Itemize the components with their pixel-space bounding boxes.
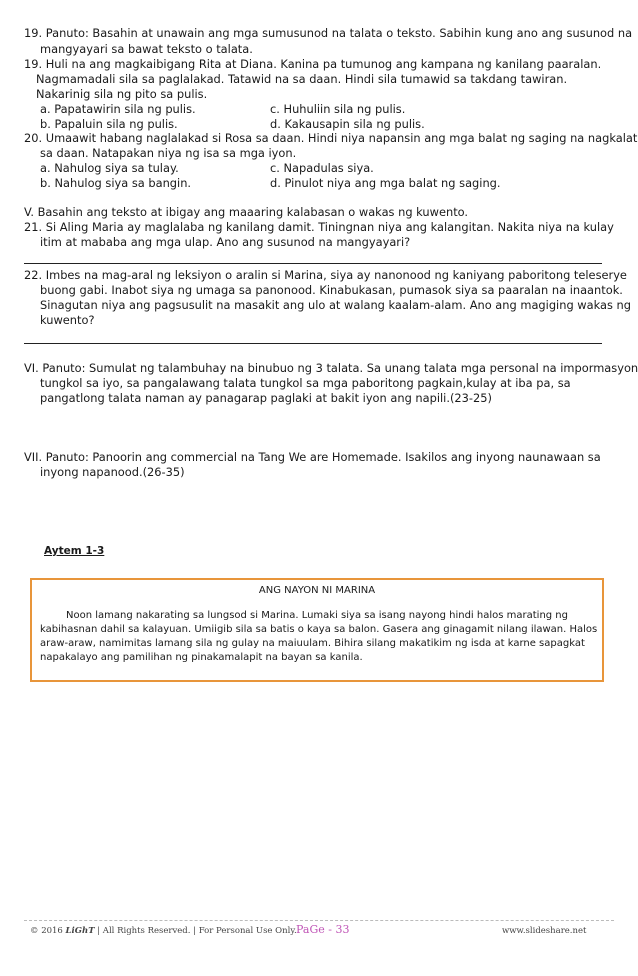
story-line3: araw-araw, namimitas lamang sila ng gulay na maiuulam. Bihira silang makatikim ng isda at karne sapagkat [40,638,585,649]
q20-text-line2: sa daan. Natapakan niya ng isa sa mga iyon. [40,146,297,160]
footer-copyright [30,926,297,936]
site-link[interactable]: www.slideshare.net [502,926,587,936]
q19-text-line2: Nagmamadali sila sa paglalakad. Tatawid na sa daan. Hindi sila tumawid sa takdang tawiran. [36,72,568,86]
footer-divider [24,920,614,921]
aytem-heading: Aytem 1-3 [44,545,105,557]
story-title: ANG NAYON NI MARINA [258,585,376,596]
q20-option-c: c. Napadulas siya. [270,161,374,175]
page-number: PaGe - 33 [296,923,350,936]
q22-answer-line [24,343,602,344]
q19-instruction-line1: 19. Panuto: Basahin at unawain ang mga sumusunod na talata o teksto. Sabihin kung ano ang susunod na [24,26,633,40]
q22-text-line3: Sinagutan niya ang pagsusulit na masakit ang ulo at walang kaalam-alam. Ano ang magiging wakas ng [40,298,631,312]
section6-line2: tungkol sa iyo, sa pangalawang talata tungkol sa mga paboritong pagkain,kulay at iba pa, sa [40,376,571,390]
story-line4: napakalayo ang pamilihan ng pinakamalapit na bayan sa kanila. [40,652,363,663]
brand-name: LiGhT [65,926,95,936]
section6-line3: pangatlong talata naman ay panagarap paglaki at bakit iyon ang napili.(23-25) [40,391,492,405]
q19-option-b: b. Papaluin sila ng pulis. [40,117,178,131]
section7-line1: VII. Panuto: Panoorin ang commercial na Tang We are Homemade. Isakilos ang inyong naunawaan sa [24,450,601,464]
q21-answer-line [24,263,602,264]
q22-text-line2: buong gabi. Inabot siya ng umaga sa panonood. Kinabukasan, pumasok siya sa paaralan na inaantok. [40,283,623,297]
q22-text-line4: kuwento? [40,313,95,327]
q19-option-c: c. Huhuliin sila ng pulis. [270,102,406,116]
q19-instruction-line2: mangyayari sa bawat teksto o talata. [40,42,253,56]
q21-text-line2: itim at mababa ang mga ulap. Ano ang susunod na mangyayari? [40,235,411,249]
copyright-prefix: © 2016 [30,926,63,936]
rights-text: | All Rights Reserved. | For Personal Use Only. [97,926,297,936]
q19-option-a: a. Papatawirin sila ng pulis. [40,102,196,116]
section6-line1: VI. Panuto: Sumulat ng talambuhay na binubuo ng 3 talata. Sa unang talata mga personal na impormasyon [24,361,638,375]
story-box [30,578,604,682]
story-line1: Noon lamang nakarating sa lungsod si Marina. Lumaki siya sa isang nayong hindi halos marating ng [66,610,568,621]
q19-text-line1: 19. Huli na ang magkaibigang Rita at Diana. Kanina pa tumunog ang kampana ng kanilang paaralan. [24,57,602,71]
q20-option-b: b. Nahulog siya sa bangin. [40,176,192,190]
section7-line2: inyong napanood.(26-35) [40,465,185,479]
q19-text-line3: Nakarinig sila ng pito sa pulis. [36,87,208,101]
q21-text-line1: 21. Si Aling Maria ay maglalaba ng kanilang damit. Tiningnan niya ang kalangitan. Nakita niya na kulay [24,220,614,234]
q20-option-d: d. Pinulot niya ang mga balat ng saging. [270,176,501,190]
q19-option-d: d. Kakausapin sila ng pulis. [270,117,425,131]
story-line2: kabihasnan dahil sa kalayuan. Umiigib sila sa batis o kaya sa balon. Gasera ang ginagamit nilang ilawan. Halos [40,624,598,635]
q20-text-line1: 20. Umaawit habang naglalakad si Rosa sa daan. Hindi niya napansin ang mga balat ng saging na nagkalat [24,131,638,145]
q22-text-line1: 22. Imbes na mag-aral ng leksiyon o aralin si Marina, siya ay nanonood ng kaniyang paboritong teleserye [24,268,627,282]
section5-title: V. Basahin ang teksto at ibigay ang maaaring kalabasan o wakas ng kuwento. [24,205,469,219]
q20-option-a: a. Nahulog siya sa tulay. [40,161,179,175]
